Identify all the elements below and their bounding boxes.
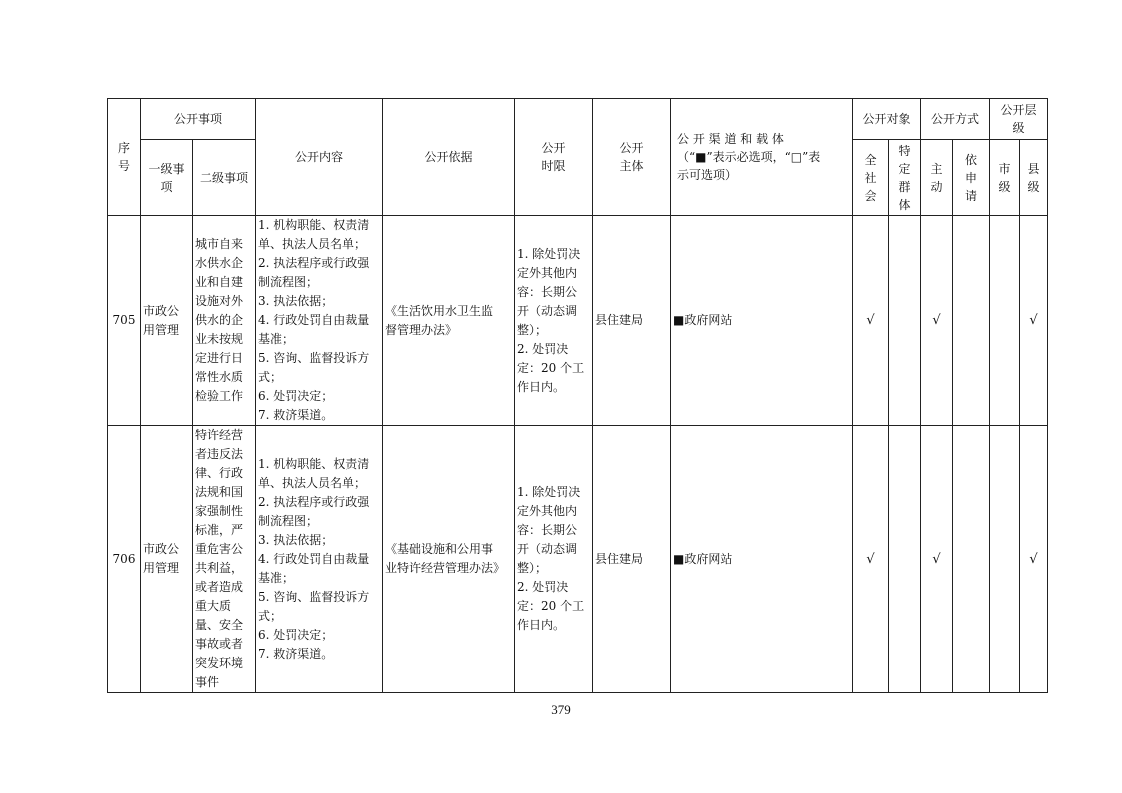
row-basis: 《生活饮用水卫生监 督管理办法》 bbox=[383, 216, 515, 426]
header-period: 公开 时限 bbox=[515, 99, 593, 216]
header-level-city: 市 级 bbox=[990, 140, 1020, 216]
row-method-apply bbox=[953, 216, 990, 426]
header-method-apply: 依 申 请 bbox=[953, 140, 990, 216]
row-level-county: √ bbox=[1020, 216, 1048, 426]
row-level2: 特许经营 者违反法 律、行政 法规和国 家强制性 标准，严 重危害公 共利益， 或者造成 重大质 量、安全 事故或者 突发环境 事件 bbox=[193, 426, 256, 693]
row-subject: 县住建局 bbox=[593, 426, 671, 693]
header-content: 公开内容 bbox=[256, 99, 383, 216]
row-subject: 县住建局 bbox=[593, 216, 671, 426]
row-target-all: √ bbox=[853, 426, 889, 693]
table-row bbox=[108, 216, 1048, 426]
header-subject: 公开 主体 bbox=[593, 99, 671, 216]
table-row bbox=[108, 426, 1048, 693]
header-level-county: 县 级 bbox=[1020, 140, 1048, 216]
row-method-active: √ bbox=[921, 216, 953, 426]
row-level1: 市政公 用管理 bbox=[141, 426, 193, 693]
row-period: 1. 除处罚决 定外其他内 容：长期公 开（动态调 整）； 2. 处罚决 定：20 个工 作日内。 bbox=[515, 216, 593, 426]
row-seq: 705 bbox=[108, 216, 141, 426]
header-target-group: 特 定 群 体 bbox=[889, 140, 921, 216]
row-seq: 706 bbox=[108, 426, 141, 693]
row-channel: ■政府网站 bbox=[671, 426, 853, 693]
row-content: 1. 机构职能、权责清 单、执法人员名单； 2. 执法程序或行政强 制流程图； 3. 执法依据； 4. 行政处罚自由裁量 基准； 5. 咨询、监督投诉方 式； 6. 处罚决定； 7. 救济渠道。 bbox=[256, 426, 383, 693]
row-target-group bbox=[889, 426, 921, 693]
header-level1: 一级事 项 bbox=[141, 140, 193, 216]
page-number: 379 bbox=[551, 702, 571, 717]
disclosure-table bbox=[107, 98, 1048, 693]
row-method-apply bbox=[953, 426, 990, 693]
row-level-city bbox=[990, 216, 1020, 426]
row-basis: 《基础设施和公用事 业特许经营管理办法》 bbox=[383, 426, 515, 693]
header-channel: 公 开 渠 道 和 载 体 （“■”表示必选项，“□”表 示可选项） bbox=[671, 99, 853, 216]
header-level2: 二级事项 bbox=[193, 140, 256, 216]
header-target-all: 全 社 会 bbox=[853, 140, 889, 216]
header-seq: 序 号 bbox=[108, 99, 141, 216]
row-level-county: √ bbox=[1020, 426, 1048, 693]
header-method-active: 主 动 bbox=[921, 140, 953, 216]
header-row-1 bbox=[108, 99, 1048, 140]
row-level2: 城市自来 水供水企 业和自建 设施对外 供水的企 业未按规 定进行日 常性水质 检验工作 bbox=[193, 216, 256, 426]
row-method-active: √ bbox=[921, 426, 953, 693]
row-content: 1. 机构职能、权责清 单、执法人员名单； 2. 执法程序或行政强 制流程图； 3. 执法依据； 4. 行政处罚自由裁量 基准； 5. 咨询、监督投诉方 式； 6. 处罚决定； 7. 救济渠道。 bbox=[256, 216, 383, 426]
row-channel: ■政府网站 bbox=[671, 216, 853, 426]
row-period: 1. 除处罚决 定外其他内 容：长期公 开（动态调 整）； 2. 处罚决 定：20 个工 作日内。 bbox=[515, 426, 593, 693]
row-target-group bbox=[889, 216, 921, 426]
header-target: 公开对象 bbox=[853, 99, 921, 140]
row-level1: 市政公 用管理 bbox=[141, 216, 193, 426]
header-basis: 公开依据 bbox=[383, 99, 515, 216]
header-level: 公开层 级 bbox=[990, 99, 1048, 140]
row-level-city bbox=[990, 426, 1020, 693]
header-method: 公开方式 bbox=[921, 99, 990, 140]
header-matter: 公开事项 bbox=[141, 99, 256, 140]
row-target-all: √ bbox=[853, 216, 889, 426]
